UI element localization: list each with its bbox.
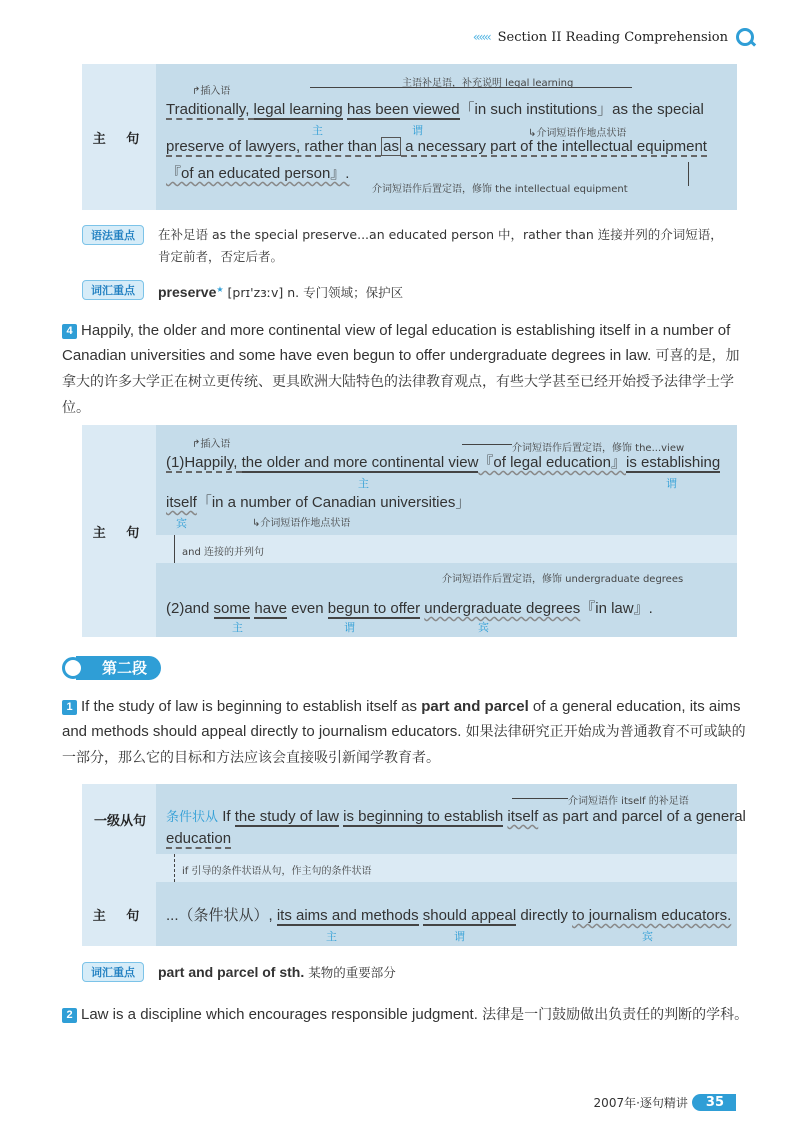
magnifier-icon xyxy=(62,657,84,679)
box-label-sub: 一级从句 xyxy=(93,813,146,829)
annotation-place: ↳介词短语作地点状语 xyxy=(252,518,351,529)
footer-text: 2007年·逐句精讲 xyxy=(593,1096,688,1110)
box-label: 主 句 xyxy=(92,131,148,147)
annotation-attributive: 介词短语作后置定语，修饰 the...view xyxy=(512,443,685,454)
box-label: 主 句 xyxy=(92,525,148,541)
section-title: 第二段 xyxy=(76,656,161,680)
sentence-line-3: 『of an educated person』. xyxy=(166,165,350,182)
role-verb: 谓 xyxy=(454,930,465,943)
paragraph-1: 1 If the study of law is beginning to establish itself as part and parcel of a general education, its aims and methods should appeal directly to journalism educators. 如果法律研究正开始成为普通教育不可或缺的一部分，那么它的目标和方法应该会直接吸引新闻学教育者。 xyxy=(62,698,746,766)
sentence-line-1: (1)Happily, the older and more continental view『of legal education』is establishing xyxy=(166,454,721,471)
tag-grammar: 语法重点 xyxy=(82,225,144,245)
analysis-box-1 xyxy=(82,64,737,210)
annotation-complement: 主语补足语，补充说明 legal learning xyxy=(402,78,574,89)
sentence-line-2: education xyxy=(166,830,232,847)
paragraph-4: 4 Happily, the older and more continental view of legal education is establishing itself in a number of Canadian universities and some have even begun to offer undergraduate degrees in law. 可喜的是，加拿大的许多大学正在树立更传统、更具欧洲大陆特色的法律教育观点，有些大学甚至已经开始授予法律学士学位。 xyxy=(62,322,740,416)
role-object: 宾 xyxy=(642,930,653,943)
role-subject: 主 xyxy=(358,477,369,490)
page-header xyxy=(473,28,754,46)
sentence-line-1: Traditionally, legal learning has been viewed「in such institutions」as the special xyxy=(166,101,704,118)
role-subject-2: 主 xyxy=(232,621,243,634)
analysis-box-3 xyxy=(82,784,746,946)
paragraph-number: 2 xyxy=(62,1008,77,1023)
tag-conditional: 条件状从 xyxy=(166,809,219,824)
section-heading xyxy=(62,656,161,680)
page-footer xyxy=(594,1094,736,1111)
magnifier-icon xyxy=(736,28,754,46)
box-label-main: 主 句 xyxy=(92,908,148,924)
role-verb-2: 谓 xyxy=(344,621,355,634)
tag-vocab: 词汇重点 xyxy=(82,962,144,982)
vocab-note-2: part and parcel of sth. 某物的重要部分 xyxy=(158,964,396,980)
role-verb: 谓 xyxy=(666,477,677,490)
role-subject: 主 xyxy=(326,930,337,943)
vocab-note: preserve★ [prɪ'zɜːv] n. 专门领域；保护区 xyxy=(158,284,404,301)
annotation-place-adverbial: ↳介词短语作地点状语 xyxy=(528,128,627,139)
paragraph-number: 1 xyxy=(62,700,77,715)
boxed-word: as xyxy=(383,138,399,155)
sentence-line-1: 条件状从 If the study of law is beginning to establish itself as part and parcel of a general xyxy=(166,808,746,825)
page-number: 35 xyxy=(692,1094,736,1111)
role-object: 宾 xyxy=(176,517,187,530)
annotation-coordinate: and 连接的并列句 xyxy=(182,547,264,558)
role-subject: 主 xyxy=(312,124,323,137)
annotation-attributive: 介词短语作后置定语，修饰 the intellectual equipment xyxy=(372,184,628,195)
role-object-2: 宾 xyxy=(478,621,489,634)
grammar-note: 在补足语 as the special preserve...an educated person 中，rather than 连接并列的介词短语， 肯定前者，否定后者。 xyxy=(158,227,723,264)
annotation-insert: ↱插入语 xyxy=(192,86,231,97)
tag-vocab: 词汇重点 xyxy=(82,280,144,300)
annotation-complement: 介词短语作 itself 的补足语 xyxy=(568,796,689,807)
paragraph-number: 4 xyxy=(62,324,77,339)
sentence-line-3: (2)and some have even begun to offer undergraduate degrees『in law』. xyxy=(166,600,653,617)
chevrons-icon: ‹‹‹‹‹‹ xyxy=(472,30,490,44)
header-title: Section II Reading Comprehension xyxy=(497,29,728,45)
role-verb: 谓 xyxy=(412,124,423,137)
annotation-insert: ↱插入语 xyxy=(192,439,231,450)
sentence-line-2: preserve of lawyers, rather than as a necessary part of the intellectual equipment xyxy=(166,138,707,155)
sentence-line-3: ...（条件状从）, its aims and methods should appeal directly to journalism educators. xyxy=(166,907,732,924)
sentence-line-2: itself「in a number of Canadian universities」 xyxy=(166,494,471,511)
annotation-attributive-2: 介词短语作后置定语，修饰 undergraduate degrees xyxy=(442,574,684,585)
annotation-if-clause: if 引导的条件状语从句，作主句的条件状语 xyxy=(182,866,372,877)
analysis-box-2 xyxy=(82,425,737,637)
paragraph-2: 2 Law is a discipline which encourages responsible judgment. 法律是一门鼓励做出负责任的判断的学科。 xyxy=(62,1002,752,1028)
